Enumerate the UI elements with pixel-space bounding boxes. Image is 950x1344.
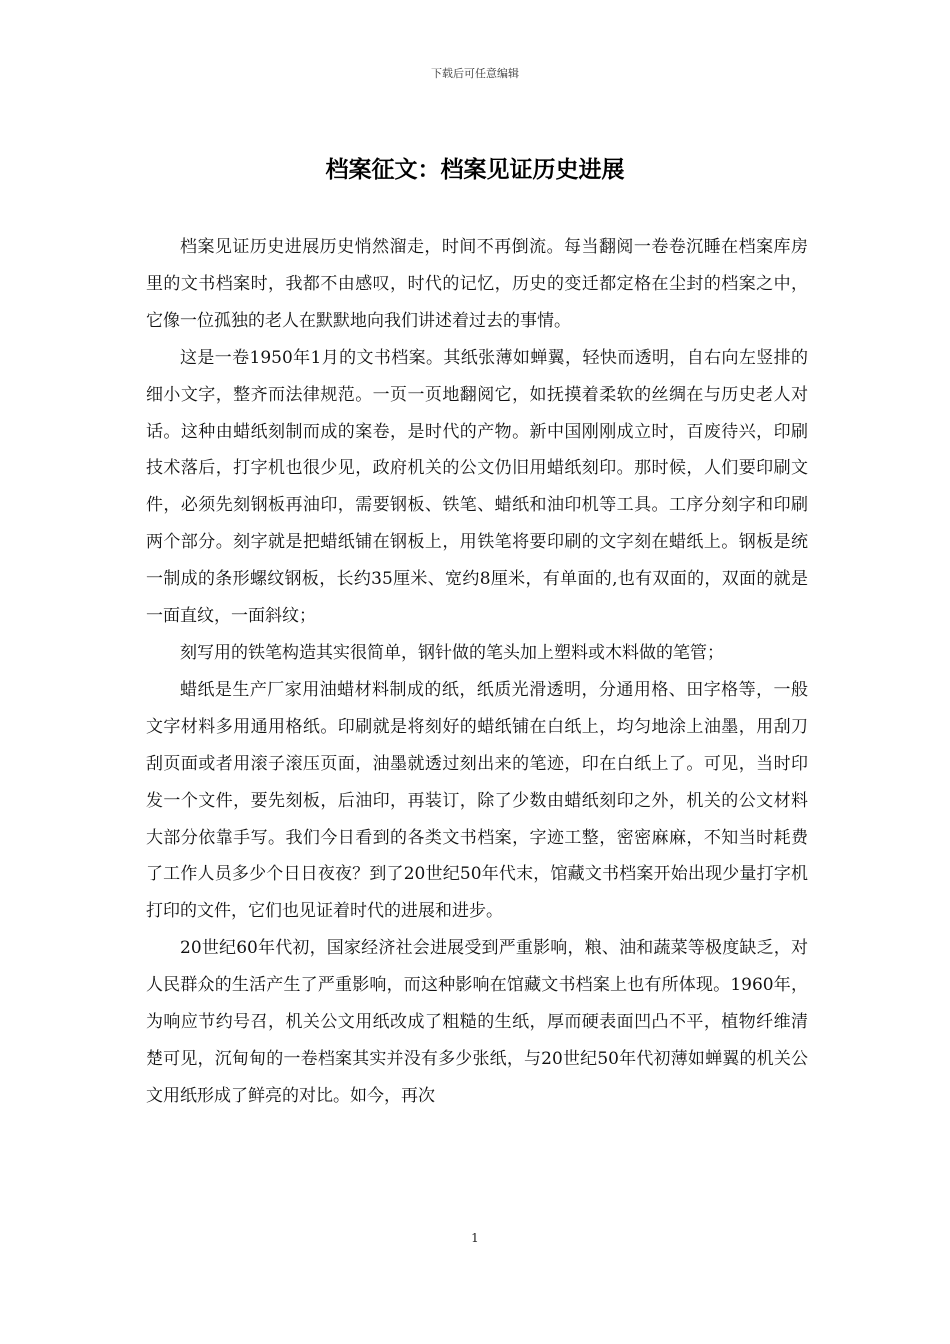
page-number: 1: [471, 1231, 479, 1245]
paragraph: 刻写用的铁笔构造其实很简单，钢针做的笔头加上塑料或木料做的笔管；: [180, 642, 724, 663]
paragraph: 这是一卷1950年1月的文书档案。其纸张薄如蝉翼，轻快而透明，自右向左竖排的细小文字，整齐而法律规范。一页一页地翻阅它，如抚摸着柔软的丝绸在与历史老人对话。这种由蜡纸刻制而成的案卷，是时代的产物。新中国刚刚成立时，百废待兴，印刷技术落后，打字机也很少见，政府机关的公文仍旧用蜡纸刻印。那时候，人们要印刷文件，必须先刻钢板再油印，需要钢板、铁笔、蜡纸和油印机等工具。工序分刻字和印刷两个部分。刻字就是把蜡纸铺在钢板上，用铁笔将要印刷的文字刻在蜡纸上。钢板是统一制成的条形螺纹钢板，长约35厘米、宽约8厘米，有单面的,也有双面的，双面的就是一面直纹，一面斜纹；: [146, 347, 808, 627]
page-header-note: 下载后可任意编辑: [431, 67, 519, 80]
paragraph: 蜡纸是生产厂家用油蜡材料制成的纸，纸质光滑透明，分通用格、田字格等，一般文字材料多用通用格纸。印刷就是将刻好的蜡纸铺在白纸上，均匀地涂上油墨，用刮刀刮页面或者用滚子滚压页面，油墨就透过刻出来的笔迹，印在白纸上了。可见，当时印发一个文件，要先刻板，后油印，再装订，除了少数由蜡纸刻印之外，机关的公文材料大部分依靠手写。我们今日看到的各类文书档案，字迹工整，密密麻麻，不知当时耗费了工作人员多少个日日夜夜？到了20世纪50年代末，馆藏文书档案开始出现少量打字机打印的文件，它们也见证着时代的进展和进步。: [146, 679, 808, 922]
paragraph: 档案见证历史进展历史悄然溜走，时间不再倒流。每当翻阅一卷卷沉睡在档案库房里的文书档案时，我都不由感叹，时代的记忆，历史的变迁都定格在尘封的档案之中，它像一位孤独的老人在默默地向我们讲述着过去的事情。: [146, 237, 808, 331]
document-body: [146, 229, 808, 1115]
paragraph: 20世纪60年代初，国家经济社会进展受到严重影响，粮、油和蔬菜等极度缺乏，对人民群众的生活产生了严重影响，而这种影响在馆藏文书档案上也有所体现。1960年，为响应节约号召，机关公文用纸改成了粗糙的生纸，厚而硬表面凹凸不平，植物纤维清楚可见，沉甸甸的一卷档案其实并没有多少张纸，与20世纪50年代初薄如蝉翼的机关公文用纸形成了鲜亮的对比。如今，再次: [146, 938, 808, 1106]
document-title: 档案征文：档案见证历史进展: [325, 156, 625, 183]
